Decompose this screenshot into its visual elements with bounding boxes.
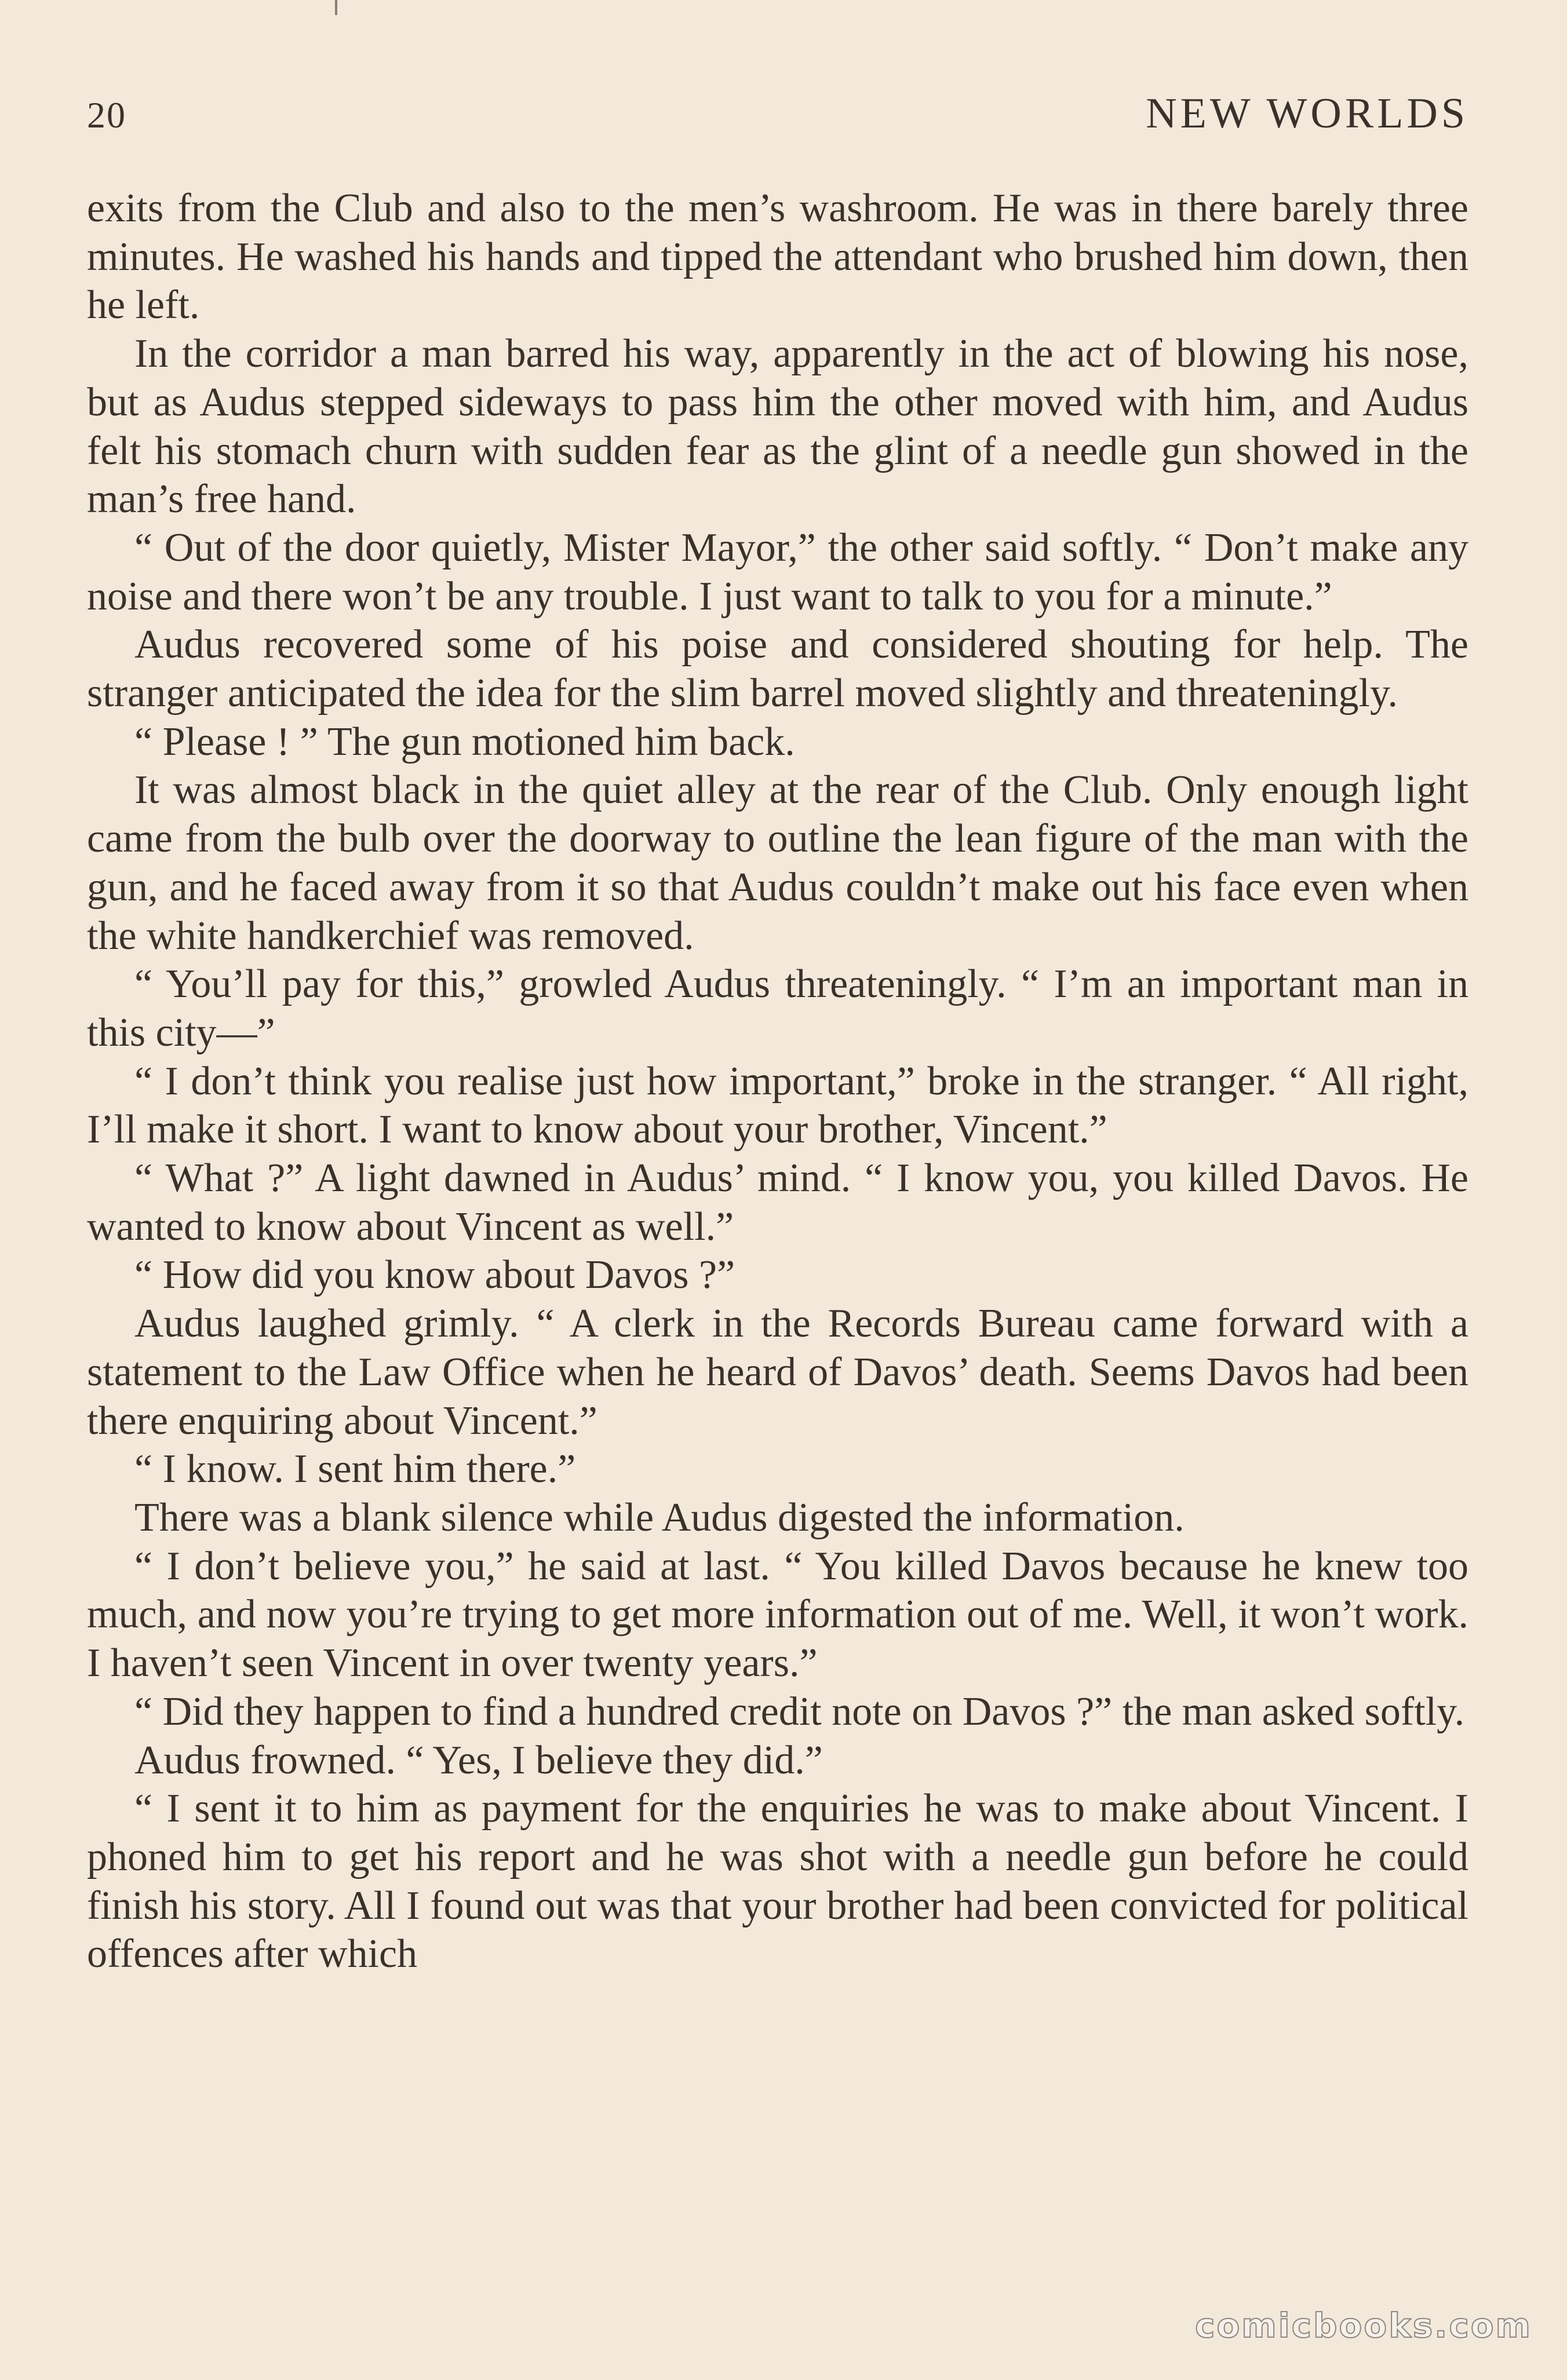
paragraph: It was almost black in the quiet alley at the rear of the Club. Only enough light came from the bulb over the doorway to outline the lean figure of the man with the gun, and he faced away from it so that Audus couldn’t make out his face even when the white handkerchief was removed. <box>87 768 1468 958</box>
page-number: 20 <box>87 94 126 136</box>
paragraph: Audus frowned. “ Yes, I believe they did.” <box>134 1737 823 1783</box>
paragraph: “ Out of the door quietly, Mister Mayor,” the other said softly. “ Don’t make any noise and there won’t be any trouble. I just want to talk to you for a minute.” <box>87 525 1468 619</box>
paragraph: exits from the Club and also to the men’s washroom. He was in there barely three minutes. He washed his hands and tipped the attendant who brushed him down, then he left. <box>87 186 1468 328</box>
paragraph: Audus laughed grimly. “ A clerk in the Records Bureau came forward with a statement to the Law Office when he heard of Davos’ death. Seems Davos had been there enquiring about Vincent.” <box>87 1301 1468 1443</box>
paragraph: Audus recovered some of his poise and considered shouting for help. The stranger anticipated the idea for the slim barrel moved slightly and threateningly. <box>87 622 1468 716</box>
paragraph: “ I know. I sent him there.” <box>134 1447 576 1492</box>
running-title: NEW WORLDS <box>1146 90 1468 137</box>
watermark: comicbooks.com <box>1195 2306 1532 2345</box>
paragraph: “ You’ll pay for this,” growled Audus threateningly. “ I’m an important man in this city—” <box>87 962 1468 1055</box>
paragraph: There was a blank silence while Audus digested the information. <box>134 1495 1185 1540</box>
paragraph: “ Did they happen to find a hundred credit note on Davos ?” the man asked softly. <box>134 1689 1465 1734</box>
paragraph: “ I don’t think you realise just how important,” broke in the stranger. “ All right, I’ll make it short. I want to know about your brother, Vincent.” <box>87 1058 1468 1152</box>
paragraph: In the corridor a man barred his way, apparently in the act of blowing his nose, but as Audus stepped sideways to pass him the other moved with him, and Audus felt his stomach churn with sudden fear as the glint of a needle gun showed in the man’s free hand. <box>87 331 1468 522</box>
paragraph: “ What ?” A light dawned in Audus’ mind. “ I know you, you killed Davos. He wanted to know about Vincent as well.” <box>87 1156 1468 1249</box>
paragraph: “ I don’t believe you,” he said at last. “ You killed Davos because he knew too much, and now you’re trying to get more information out of me. Well, it won’t work. I haven’t seen Vincent in over twenty years.” <box>87 1543 1468 1686</box>
paragraph: “ Please ! ” The gun motioned him back. <box>134 719 795 764</box>
paragraph: “ How did you know about Davos ?” <box>134 1253 735 1298</box>
paragraph: “ I sent it to him as payment for the enquiries he was to make about Vincent. I phoned him to get his report and he was shot with a needle gun before he could finish his story. All I found out was that your brother had been convicted for political offences after which <box>87 1786 1468 1977</box>
page-header <box>87 81 1468 151</box>
body-text <box>87 184 1468 1979</box>
gutter-mark <box>335 0 337 15</box>
